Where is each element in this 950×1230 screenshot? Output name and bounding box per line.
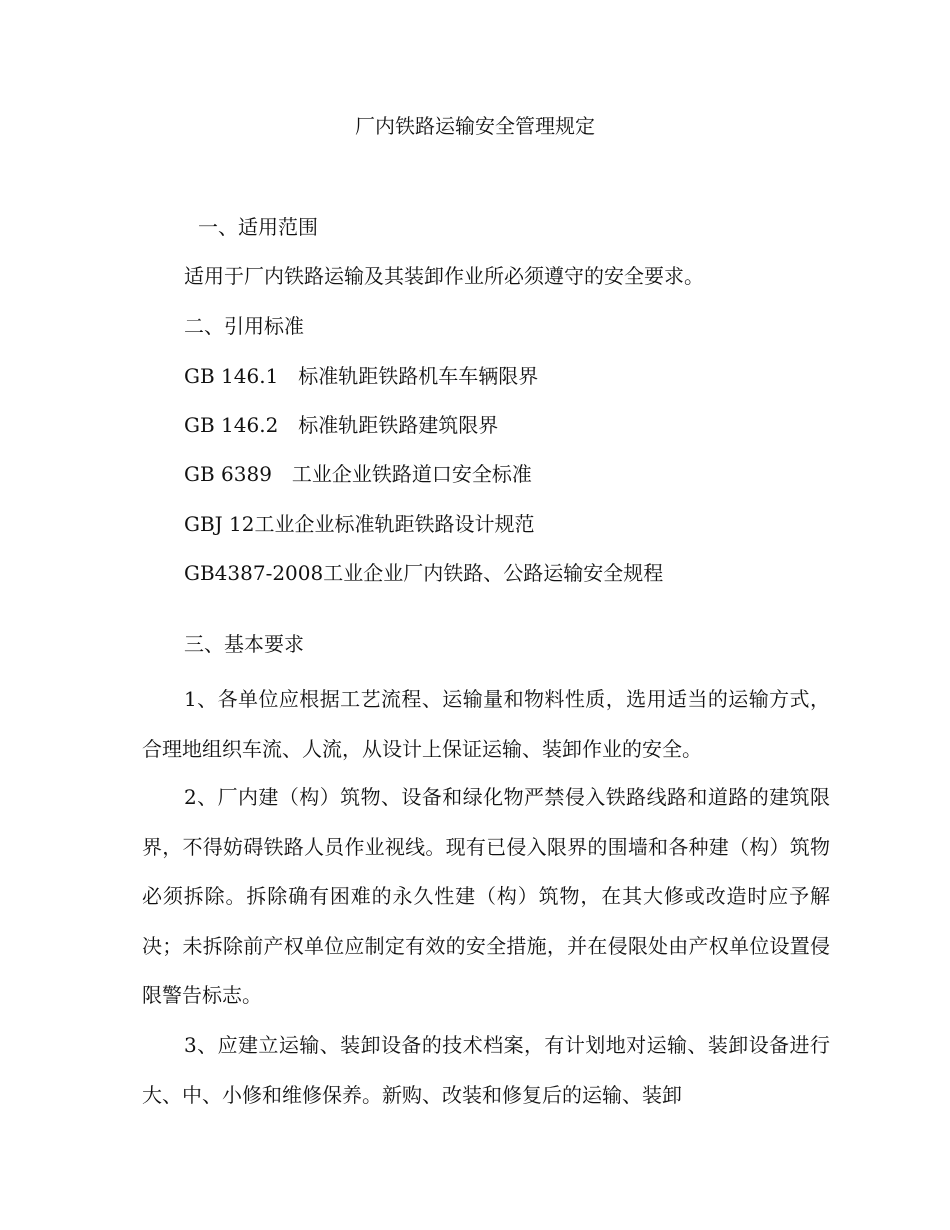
requirement-paragraph: 2、厂内建（构）筑物、设备和绿化物严禁侵入铁路线路和道路的建筑限界，不得妨碍铁路人员作业视线。现有已侵入限界的围墙和各种建（构）筑物必须拆除。拆除确有困难的永久性建（构）筑物，在其大修或改造时应予解决；未拆除前产权单位应制定有效的安全措施，并在侵限处由产权单位设置侵限警告标志。 (142, 785, 830, 1007)
reference-item: GB4387-2008工业企业厂内铁路、公路运输安全规程 (184, 561, 664, 585)
scope-text: 适用于厂内铁路运输及其装卸作业所必须遵守的安全要求。 (184, 264, 704, 288)
document-title: 厂内铁路运输安全管理规定 (355, 114, 595, 138)
reference-item: GB 146.2 标准轨距铁路建筑限界 (184, 413, 499, 437)
reference-item: GB 146.1 标准轨距铁路机车车辆限界 (184, 364, 539, 388)
reference-item: GB 6389 工业企业铁路道口安全标准 (184, 462, 532, 486)
requirement-paragraph: 1、各单位应根据工艺流程、运输量和物料性质，选用适当的运输方式，合理地组织车流、人流，从设计上保证运输、装卸作业的安全。 (142, 687, 830, 761)
requirement-paragraph: 3、应建立运输、装卸设备的技术档案，有计划地对运输、装卸设备进行大、中、小修和维修保养。新购、改装和修复后的运输、装卸 (142, 1033, 830, 1107)
section-heading-basic-requirements: 三、基本要求 (184, 632, 304, 656)
section-heading-scope: 一、适用范围 (198, 215, 318, 239)
reference-item: GBJ 12工业企业标准轨距铁路设计规范 (184, 512, 535, 536)
section-heading-references: 二、引用标准 (184, 314, 304, 338)
